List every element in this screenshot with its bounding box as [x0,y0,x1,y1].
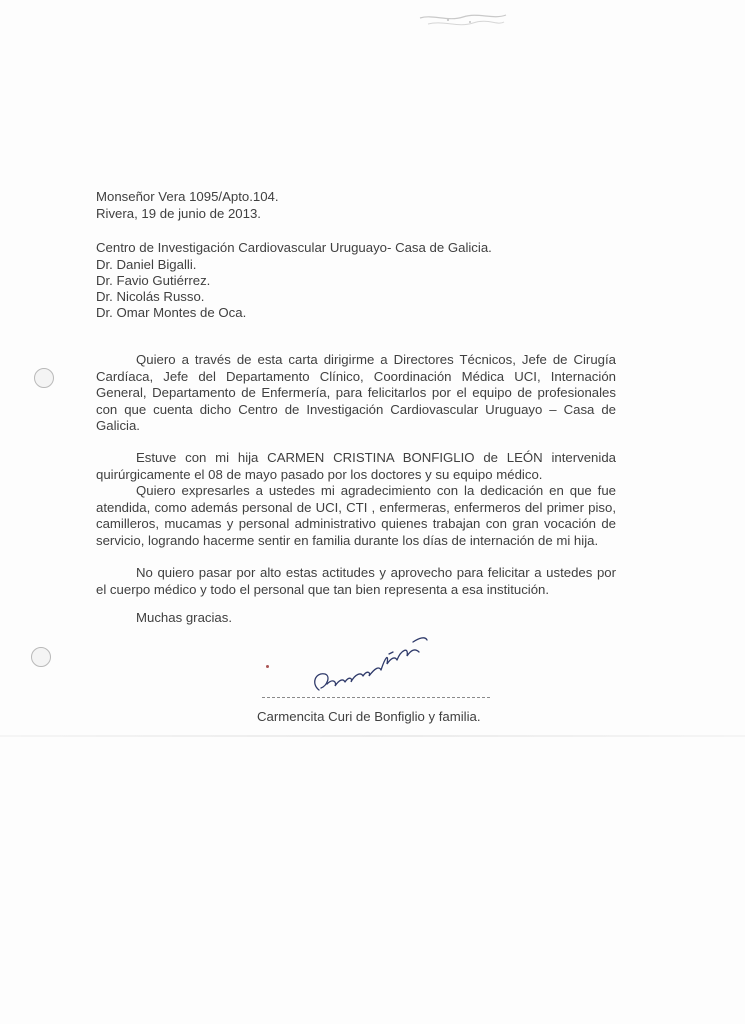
recipient-doctor: Dr. Omar Montes de Oca. [96,305,247,320]
body-paragraph-4: No quiero pasar por alto estas actitudes y aprovecho para felicitar a ustedes por el cuerpo médico y todo el personal que tan bien representa a esa institución. [96,565,616,597]
punch-hole-bottom [31,647,51,667]
punch-hole-top [34,368,54,388]
recipient-institution: Centro de Investigación Cardiovascular Uruguayo- Casa de Galicia. [96,240,492,255]
sender-address: Monseñor Vera 1095/Apto.104. [96,189,279,204]
scan-smudge [418,10,508,32]
recipient-doctor: Dr. Favio Gutiérrez. [96,273,211,288]
body-paragraph-3: Quiero expresarles a ustedes mi agradecimiento con la dedicación en que fue atendida, como además personal de UCI, CTI , enfermeras, enfermeros del primer piso, camilleros, mucamas y personal administrativo quienes trabajan con gran vocación de servicio, logrando hacerme sentir en familia durante los días de internación de mi hija. [96,483,616,548]
recipient-doctor: Dr. Nicolás Russo. [96,289,205,304]
signature-line [262,697,490,698]
handwritten-signature [305,628,430,700]
recipient-doctor: Dr. Daniel Bigalli. [96,257,197,272]
fold-line [0,735,745,737]
closing-thanks: Muchas gracias. [136,610,233,625]
body-paragraph-2: Estuve con mi hija CARMEN CRISTINA BONFIGLIO de LEÓN intervenida quirúrgicamente el 08 de mayo pasado por los doctores y su equipo médico. [96,450,616,482]
signature-name: Carmencita Curi de Bonfiglio y familia. [257,709,481,724]
body-paragraph-1: Quiero a través de esta carta dirigirme a Directores Técnicos, Jefe de Cirugía Cardíaca, Jefe del Departamento Clínico, Coordinación Médica UCI, Internación General, Departamento de Enfermería, para felicitarlos por el equipo de profesionales con que cuenta dicho Centro de Investigación Cardiovascular Uruguayo – Casa de Galicia. [96,352,616,433]
sender-place-date: Rivera, 19 de junio de 2013. [96,206,261,221]
ink-dot [266,665,269,668]
